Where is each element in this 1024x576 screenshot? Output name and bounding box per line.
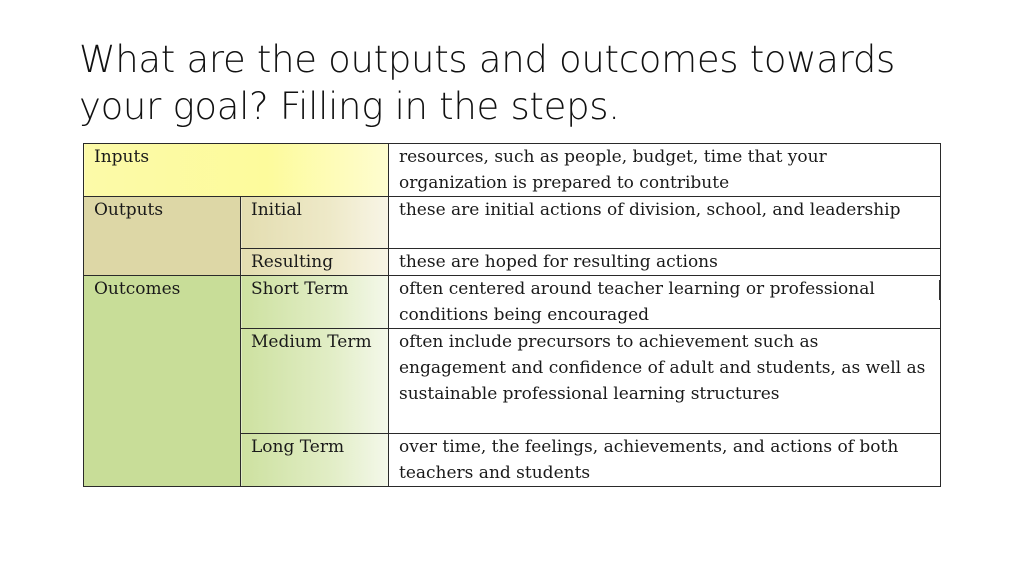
outcomes-short-row [84, 276, 941, 329]
inputs-row [84, 144, 941, 197]
outputs-stage-resulting: Resulting [241, 249, 389, 276]
outcomes-description-short: often centered around teacher learning or professional conditions being encouraged [389, 276, 941, 329]
outputs-description-resulting: these are hoped for resulting actions [389, 249, 941, 276]
outputs-label: Outputs [84, 197, 241, 276]
outcomes-description-medium: often include precursors to achievement such as engagement and confidence of adult and students, as well as sustainable professional learning structures [389, 329, 941, 434]
outcomes-label: Outcomes [84, 276, 241, 487]
outcomes-stage-short: Short Term [241, 276, 389, 329]
outputs-initial-row [84, 197, 941, 249]
outcomes-stage-medium: Medium Term [241, 329, 389, 434]
outcomes-stage-long: Long Term [241, 434, 389, 487]
logic-model-table [83, 143, 941, 487]
inputs-label: Inputs [84, 144, 389, 197]
edge-mark [939, 280, 941, 300]
outcomes-description-long: over time, the feelings, achievements, and actions of both teachers and students [389, 434, 941, 487]
inputs-description: resources, such as people, budget, time that your organization is prepared to contribute [389, 144, 941, 197]
outputs-description-initial: these are initial actions of division, school, and leadership [389, 197, 941, 249]
outputs-stage-initial: Initial [241, 197, 389, 249]
slide-title: What are the outputs and outcomes towards your goal? Filling in the steps. [79, 38, 896, 128]
